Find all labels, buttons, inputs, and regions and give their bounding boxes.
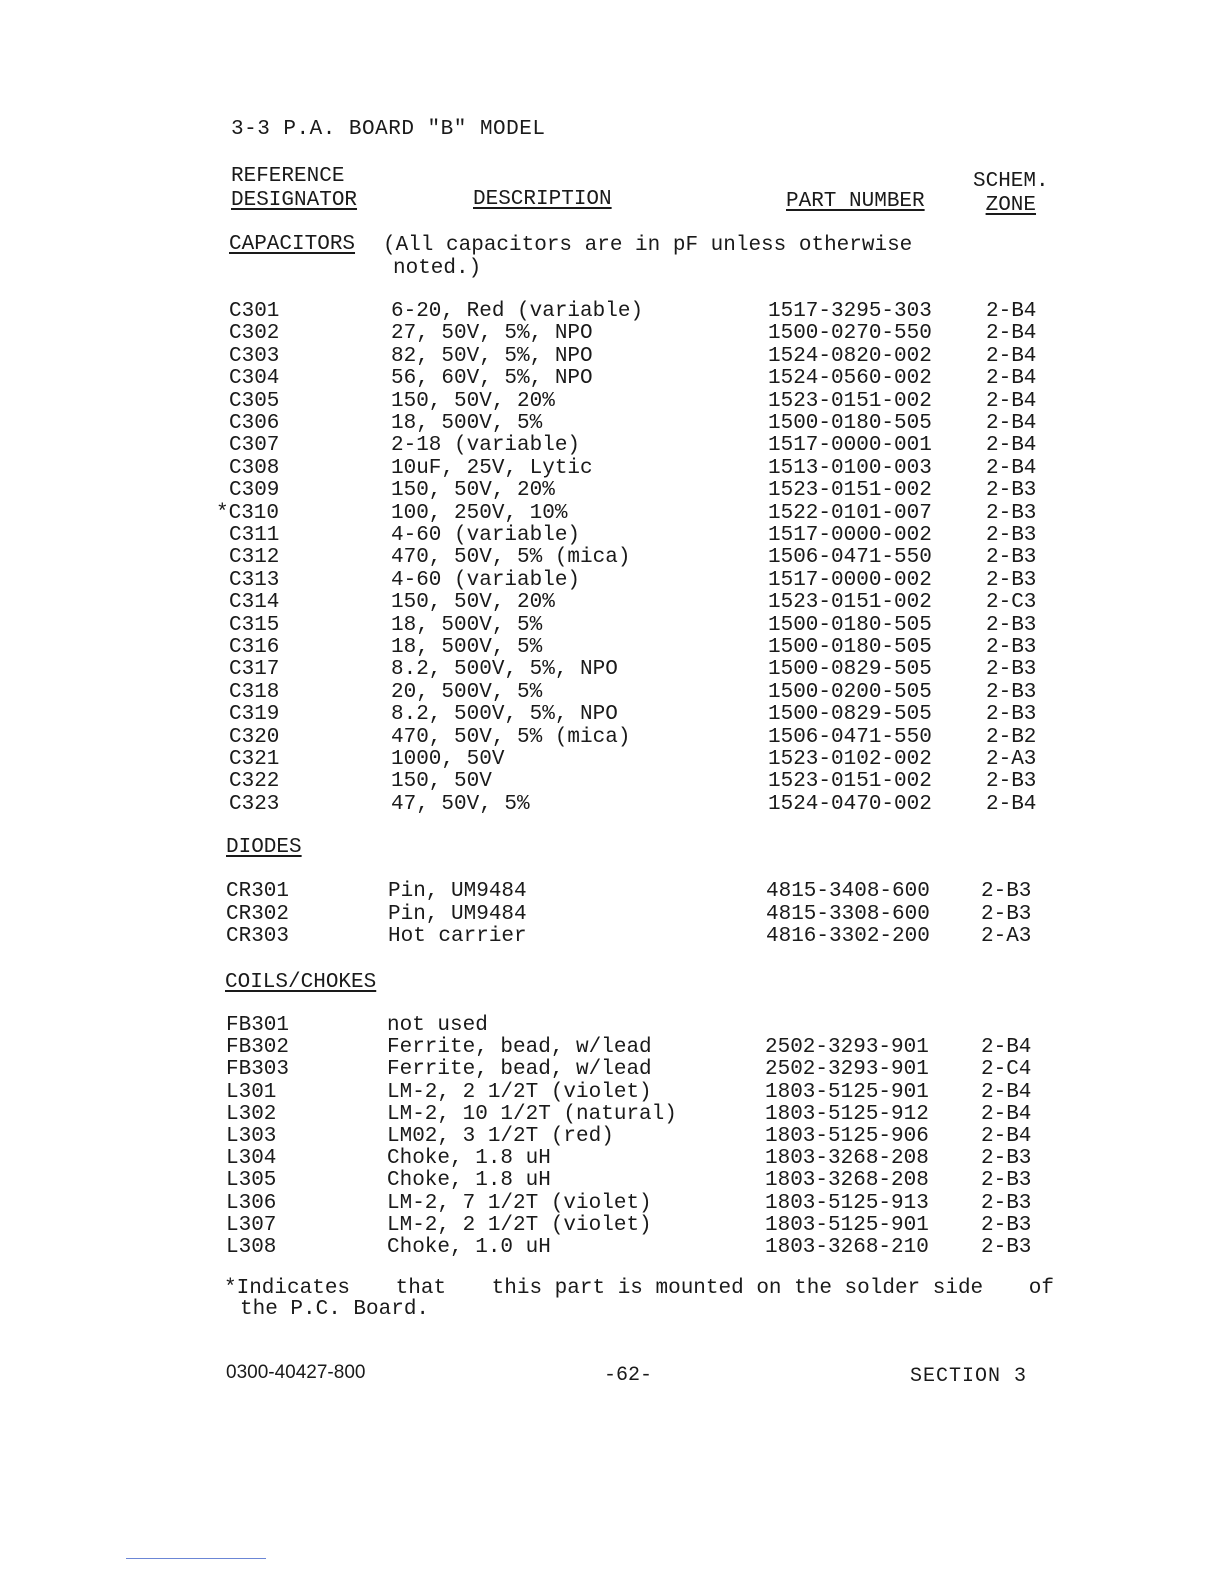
ref-designator: C308 xyxy=(229,456,280,480)
document-number: 0300-40427-800 xyxy=(226,1362,366,1383)
description: 150, 50V, 20% xyxy=(391,591,555,615)
schem-zone: 2-C4 xyxy=(981,1058,1032,1082)
part-number: 1803-3268-210 xyxy=(765,1236,929,1259)
part-number-header: PART NUMBER xyxy=(786,190,925,213)
part-number: 1524-0470-002 xyxy=(768,792,932,816)
part-number: 2502-3293-901 xyxy=(765,1036,929,1060)
schem-zone: 2-A3 xyxy=(981,925,1032,948)
description: not used xyxy=(387,1014,488,1037)
description: LM-2, 7 1/2T (violet) xyxy=(387,1191,652,1215)
description: 82, 50V, 5%, NPO xyxy=(391,344,593,368)
capacitors-note xyxy=(383,234,983,280)
ref-designator: C322 xyxy=(229,770,280,794)
part-number: 1517-0000-002 xyxy=(768,568,932,592)
description: 150, 50V xyxy=(391,770,492,794)
schem-zone: 2-B3 xyxy=(986,568,1037,592)
description: 470, 50V, 5% (mica) xyxy=(391,725,631,749)
ref-designator: C306 xyxy=(229,412,280,435)
schem-zone: 2-B4 xyxy=(981,1036,1032,1060)
description: Hot carrier xyxy=(388,925,527,948)
schem-zone: 2-B4 xyxy=(986,434,1037,458)
ref-designator-header xyxy=(231,165,357,213)
ref-designator: C303 xyxy=(229,344,280,368)
ref-header-line2: DESIGNATOR xyxy=(231,189,358,212)
schem-zone: 2-B4 xyxy=(981,1080,1032,1104)
table-row xyxy=(226,1126,1056,1148)
schem-zone: 2-B4 xyxy=(981,1102,1032,1126)
ref-designator: C318 xyxy=(229,680,280,704)
ref-designator: C316 xyxy=(229,636,280,659)
description: LM-2, 2 1/2T (violet) xyxy=(387,1080,652,1104)
ref-designator: C317 xyxy=(229,658,280,682)
schem-zone: 2-B4 xyxy=(986,389,1037,413)
ref-designator: L304 xyxy=(226,1147,277,1171)
ref-designator: C307 xyxy=(229,434,280,458)
part-number: 1500-0180-505 xyxy=(768,613,932,637)
ref-designator: C314 xyxy=(229,591,280,615)
ref-designator: CR302 xyxy=(226,902,290,926)
schem-zone: 2-B3 xyxy=(986,546,1037,570)
description: 8.2, 500V, 5%, NPO xyxy=(391,658,618,682)
description: 18, 500V, 5% xyxy=(391,636,543,659)
schem-zone: 2-B4 xyxy=(986,456,1037,480)
footnote-word: this part is mounted on the solder side xyxy=(491,1277,984,1300)
description: 8.2, 500V, 5%, NPO xyxy=(391,703,618,727)
table-row xyxy=(229,727,1059,749)
ref-designator: L301 xyxy=(226,1080,277,1104)
description: LM-2, 10 1/2T (natural) xyxy=(387,1102,677,1126)
schem-zone-header xyxy=(973,170,1049,218)
diodes-heading: DIODES xyxy=(226,836,302,859)
table-row xyxy=(229,435,1059,457)
description: Ferrite, bead, w/lead xyxy=(387,1058,652,1082)
ref-designator: C301 xyxy=(229,300,280,323)
ref-designator: C323 xyxy=(229,792,280,816)
description-header: DESCRIPTION xyxy=(473,188,612,211)
schem-zone: 2-B3 xyxy=(986,680,1037,704)
ref-designator: L307 xyxy=(226,1213,277,1237)
ref-header-line1: REFERENCE xyxy=(231,165,345,188)
part-number: 1803-5125-901 xyxy=(765,1080,929,1104)
part-number: 1500-0829-505 xyxy=(768,658,932,682)
footnote xyxy=(224,1278,1054,1320)
table-row xyxy=(229,615,1059,637)
schem-zone: 2-B4 xyxy=(986,792,1037,816)
table-row xyxy=(226,1104,1056,1126)
schem-zone: 2-C3 xyxy=(986,591,1037,615)
footnote-line2: the P.C. Board. xyxy=(240,1298,430,1321)
coils-heading: COILS/CHOKES xyxy=(225,971,377,994)
part-number: 1524-0820-002 xyxy=(768,344,932,368)
schem-zone: 2-B3 xyxy=(986,658,1037,682)
part-number: 1513-0100-003 xyxy=(768,456,932,480)
table-row xyxy=(229,659,1059,681)
ref-designator: C311 xyxy=(229,524,280,547)
schem-zone: 2-B3 xyxy=(981,1236,1032,1259)
description: 150, 50V, 20% xyxy=(391,479,555,503)
ref-designator: L305 xyxy=(226,1169,277,1193)
description: 2-18 (variable) xyxy=(391,434,581,458)
description: 10uF, 25V, Lytic xyxy=(391,456,593,480)
part-number: 1803-3268-208 xyxy=(765,1169,929,1193)
page-title: 3-3 P.A. BOARD "B" MODEL xyxy=(231,118,546,141)
description: 56, 60V, 5%, NPO xyxy=(391,367,593,391)
table-row xyxy=(229,592,1059,614)
table-row xyxy=(229,749,1059,771)
ref-designator: C304 xyxy=(229,367,280,391)
ref-designator: FB301 xyxy=(226,1014,290,1037)
description: LM02, 3 1/2T (red) xyxy=(387,1125,614,1148)
schem-zone: 2-B4 xyxy=(981,1125,1032,1148)
table-row xyxy=(226,1193,1056,1215)
part-number: 4815-3308-600 xyxy=(766,902,930,926)
schem-zone: 2-B4 xyxy=(986,412,1037,435)
table-row xyxy=(229,771,1059,793)
description: Pin, UM9484 xyxy=(388,880,527,903)
part-number: 1523-0102-002 xyxy=(768,748,932,771)
part-number: 4816-3302-200 xyxy=(766,925,930,948)
schem-zone: 2-B3 xyxy=(981,902,1032,926)
description: 470, 50V, 5% (mica) xyxy=(391,546,631,570)
part-number: 1524-0560-002 xyxy=(768,367,932,391)
table-row xyxy=(226,1015,1056,1037)
part-number: 1517-0000-001 xyxy=(768,434,932,458)
ref-designator: C319 xyxy=(229,703,280,727)
page-number: -62- xyxy=(604,1364,653,1387)
ref-designator: C305 xyxy=(229,389,280,413)
part-number: 1500-0829-505 xyxy=(768,703,932,727)
schem-zone: 2-B4 xyxy=(986,367,1037,391)
schem-zone: 2-B3 xyxy=(986,501,1037,525)
ref-designator: C321 xyxy=(229,748,280,771)
table-row xyxy=(229,682,1059,704)
footnote-word: that xyxy=(395,1277,447,1300)
ref-designator: C309 xyxy=(229,479,280,503)
table-row xyxy=(229,301,1059,323)
table-row xyxy=(226,1059,1056,1081)
description: 1000, 50V xyxy=(391,748,505,771)
part-number: 1803-3268-208 xyxy=(765,1147,929,1171)
description: 18, 500V, 5% xyxy=(391,412,543,435)
part-number: 1523-0151-002 xyxy=(768,770,932,794)
part-number: 1803-5125-906 xyxy=(765,1125,929,1148)
description: 6-20, Red (variable) xyxy=(391,300,644,323)
capacitors-heading: CAPACITORS xyxy=(229,233,356,256)
description: 4-60 (variable) xyxy=(391,568,581,592)
footnote-line1 xyxy=(224,1278,1054,1299)
description: Choke, 1.8 uH xyxy=(387,1169,551,1193)
table-row xyxy=(229,704,1059,726)
description: Pin, UM9484 xyxy=(388,902,527,926)
schem-zone: 2-B4 xyxy=(986,322,1037,346)
table-row xyxy=(229,346,1059,368)
ref-designator: C313 xyxy=(229,568,280,592)
table-row xyxy=(226,1082,1056,1104)
zone-header-line1: SCHEM. xyxy=(973,170,1049,193)
description: 47, 50V, 5% xyxy=(391,792,530,816)
schem-zone: 2-B3 xyxy=(981,1191,1032,1215)
table-row xyxy=(226,904,1056,926)
table-row xyxy=(229,525,1059,547)
ref-designator: *C310 xyxy=(216,501,280,525)
schem-zone: 2-B3 xyxy=(981,880,1032,903)
part-number: 1803-5125-913 xyxy=(765,1191,929,1215)
schem-zone: 2-B3 xyxy=(986,703,1037,727)
schem-zone: 2-B3 xyxy=(986,636,1037,659)
table-row xyxy=(229,480,1059,502)
description: Ferrite, bead, w/lead xyxy=(387,1036,652,1060)
ref-designator: C315 xyxy=(229,613,280,637)
schem-zone: 2-A3 xyxy=(986,748,1037,771)
ref-designator: L306 xyxy=(226,1191,277,1215)
description: 27, 50V, 5%, NPO xyxy=(391,322,593,346)
part-number: 4815-3408-600 xyxy=(766,880,930,903)
ref-designator: C320 xyxy=(229,725,280,749)
scan-artifact-line xyxy=(126,1558,266,1559)
table-row xyxy=(229,547,1059,569)
ref-designator: FB302 xyxy=(226,1036,290,1060)
table-row xyxy=(226,926,1056,948)
description: Choke, 1.8 uH xyxy=(387,1147,551,1171)
section-label: SECTION 3 xyxy=(910,1365,1028,1388)
table-row xyxy=(226,1237,1056,1259)
part-number: 1523-0151-002 xyxy=(768,389,932,413)
table-row xyxy=(226,881,1056,903)
table-row xyxy=(229,413,1059,435)
table-row xyxy=(229,794,1059,816)
capacitors-note-line1: (All capacitors are in pF unless otherwise xyxy=(383,234,913,257)
ref-designator: C312 xyxy=(229,546,280,570)
description: 100, 250V, 10% xyxy=(391,501,568,525)
table-row xyxy=(226,1037,1056,1059)
description: 150, 50V, 20% xyxy=(391,389,555,413)
part-number: 1522-0101-007 xyxy=(768,501,932,525)
part-number: 1500-0180-505 xyxy=(768,636,932,659)
part-number: 1523-0151-002 xyxy=(768,591,932,615)
part-number: 1500-0270-550 xyxy=(768,322,932,346)
part-number: 1500-0180-505 xyxy=(768,412,932,435)
part-number: 1506-0471-550 xyxy=(768,725,932,749)
part-number: 1500-0200-505 xyxy=(768,680,932,704)
schem-zone: 2-B3 xyxy=(986,479,1037,503)
part-number: 1523-0151-002 xyxy=(768,479,932,503)
ref-designator: FB303 xyxy=(226,1058,290,1082)
schem-zone: 2-B4 xyxy=(986,344,1037,368)
footnote-word: of xyxy=(1028,1277,1054,1300)
schem-zone: 2-B3 xyxy=(981,1147,1032,1171)
table-row xyxy=(229,368,1059,390)
ref-designator: L303 xyxy=(226,1125,277,1148)
table-row xyxy=(226,1148,1056,1170)
schem-zone: 2-B3 xyxy=(986,613,1037,637)
schem-zone: 2-B2 xyxy=(986,725,1037,749)
schem-zone: 2-B3 xyxy=(986,770,1037,794)
ref-designator: CR301 xyxy=(226,880,290,903)
schem-zone: 2-B3 xyxy=(981,1169,1032,1193)
description: LM-2, 2 1/2T (violet) xyxy=(387,1213,652,1237)
description: 4-60 (variable) xyxy=(391,524,581,547)
schem-zone: 2-B3 xyxy=(981,1213,1032,1237)
part-number: 1803-5125-912 xyxy=(765,1102,929,1126)
ref-designator: C302 xyxy=(229,322,280,346)
part-number: 1517-0000-002 xyxy=(768,524,932,547)
schem-zone: 2-B4 xyxy=(986,300,1037,323)
table-row xyxy=(229,323,1059,345)
description: 20, 500V, 5% xyxy=(391,680,543,704)
capacitors-note-line2: noted.) xyxy=(393,257,482,280)
part-number: 2502-3293-901 xyxy=(765,1058,929,1082)
part-number: 1803-5125-901 xyxy=(765,1213,929,1237)
table-row xyxy=(229,391,1059,413)
part-number: 1517-3295-303 xyxy=(768,300,932,323)
table-row xyxy=(229,570,1059,592)
table-row xyxy=(229,458,1059,480)
ref-designator: L302 xyxy=(226,1102,277,1126)
table-row xyxy=(226,1215,1056,1237)
ref-designator: CR303 xyxy=(226,925,290,948)
zone-header-line2: ZONE xyxy=(985,194,1037,217)
description: 18, 500V, 5% xyxy=(391,613,543,637)
ref-designator: L308 xyxy=(226,1236,277,1259)
table-row xyxy=(229,637,1059,659)
schem-zone: 2-B3 xyxy=(986,524,1037,547)
part-number: 1506-0471-550 xyxy=(768,546,932,570)
footnote-word: *Indicates xyxy=(224,1277,351,1300)
table-row xyxy=(226,1170,1056,1192)
description: Choke, 1.0 uH xyxy=(387,1236,551,1259)
table-row xyxy=(216,501,1059,525)
